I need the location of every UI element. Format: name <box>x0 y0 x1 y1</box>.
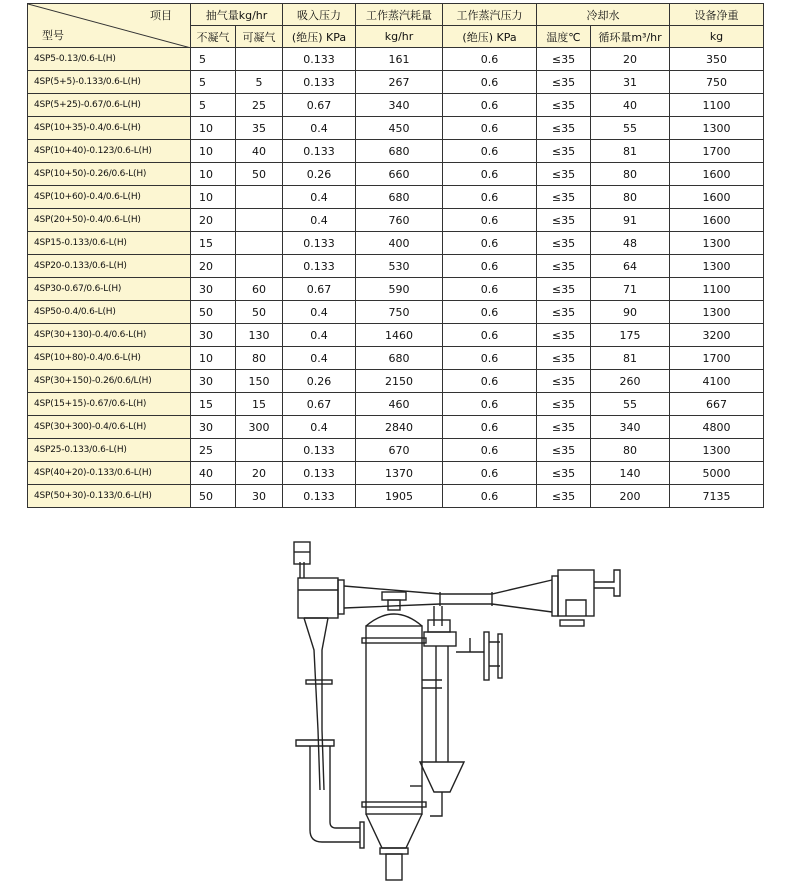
net-weight-cell: 1300 <box>670 255 764 278</box>
cond-cell <box>236 255 283 278</box>
model-cell: 4SP5-0.13/0.6-L(H) <box>28 48 191 71</box>
suction-cell: 0.4 <box>283 347 356 370</box>
table-row <box>28 186 764 209</box>
non-cond-cell: 50 <box>191 485 236 508</box>
cond-cell <box>236 439 283 462</box>
cooling-temp-cell: ≤35 <box>537 278 591 301</box>
steam-pressure-cell: 0.6 <box>443 117 537 140</box>
cooling-temp-cell: ≤35 <box>537 71 591 94</box>
cooling-temp-cell: ≤35 <box>537 462 591 485</box>
model-cell: 4SP(40+20)-0.133/0.6-L(H) <box>28 462 191 485</box>
non-cond-cell: 10 <box>191 117 236 140</box>
table-row <box>28 48 764 71</box>
net-weight-cell: 5000 <box>670 462 764 485</box>
header-steam-consumption: 工作蒸汽耗量 <box>356 4 443 26</box>
header-steam-consumption-unit: kg/hr <box>356 26 443 48</box>
cooling-flow-cell: 40 <box>591 94 670 117</box>
cooling-flow-cell: 80 <box>591 186 670 209</box>
steam-pressure-cell: 0.6 <box>443 140 537 163</box>
suction-cell: 0.26 <box>283 370 356 393</box>
cooling-flow-cell: 80 <box>591 439 670 462</box>
net-weight-cell: 667 <box>670 393 764 416</box>
table-row <box>28 462 764 485</box>
cooling-flow-cell: 81 <box>591 347 670 370</box>
net-weight-cell: 1700 <box>670 140 764 163</box>
table-row <box>28 163 764 186</box>
cond-cell: 60 <box>236 278 283 301</box>
table-header <box>28 4 764 48</box>
cooling-temp-cell: ≤35 <box>537 209 591 232</box>
steam-pressure-cell: 0.6 <box>443 324 537 347</box>
header-steam-pressure-unit: (绝压) KPa <box>443 26 537 48</box>
non-cond-cell: 25 <box>191 439 236 462</box>
model-cell: 4SP(30+150)-0.26/0.6/L(H) <box>28 370 191 393</box>
non-cond-cell: 10 <box>191 163 236 186</box>
steam-pressure-cell: 0.6 <box>443 163 537 186</box>
cooling-temp-cell: ≤35 <box>537 485 591 508</box>
cooling-temp-cell: ≤35 <box>537 301 591 324</box>
steam-consumption-cell: 161 <box>356 48 443 71</box>
cond-cell: 50 <box>236 163 283 186</box>
cond-cell: 300 <box>236 416 283 439</box>
cooling-flow-cell: 55 <box>591 393 670 416</box>
suction-cell: 0.67 <box>283 278 356 301</box>
non-cond-cell: 20 <box>191 255 236 278</box>
table-row <box>28 324 764 347</box>
cond-cell: 15 <box>236 393 283 416</box>
cooling-flow-cell: 80 <box>591 163 670 186</box>
non-cond-cell: 15 <box>191 232 236 255</box>
cooling-temp-cell: ≤35 <box>537 370 591 393</box>
non-cond-cell: 5 <box>191 48 236 71</box>
cooling-temp-cell: ≤35 <box>537 255 591 278</box>
vertical-diffuser <box>296 618 364 848</box>
non-cond-cell: 30 <box>191 324 236 347</box>
steam-pressure-cell: 0.6 <box>443 71 537 94</box>
steam-consumption-cell: 760 <box>356 209 443 232</box>
cooling-temp-cell: ≤35 <box>537 48 591 71</box>
table-row <box>28 209 764 232</box>
net-weight-cell: 1600 <box>670 209 764 232</box>
net-weight-cell: 1300 <box>670 301 764 324</box>
header-suction-unit: (绝压) KPa <box>283 26 356 48</box>
cond-cell: 35 <box>236 117 283 140</box>
header-cooling-temp: 温度℃ <box>537 26 591 48</box>
steam-consumption-cell: 460 <box>356 393 443 416</box>
suction-cell: 0.4 <box>283 117 356 140</box>
net-weight-cell: 4800 <box>670 416 764 439</box>
steam-consumption-cell: 680 <box>356 186 443 209</box>
steam-pressure-cell: 0.6 <box>443 186 537 209</box>
steam-consumption-cell: 2840 <box>356 416 443 439</box>
steam-pressure-cell: 0.6 <box>443 94 537 117</box>
model-cell: 4SP15-0.133/0.6-L(H) <box>28 232 191 255</box>
net-weight-cell: 1600 <box>670 186 764 209</box>
cond-cell <box>236 48 283 71</box>
model-cell: 4SP(50+30)-0.133/0.6-L(H) <box>28 485 191 508</box>
suction-cell: 0.133 <box>283 485 356 508</box>
header-extract-cond: 可凝气 <box>236 26 283 48</box>
cooling-flow-cell: 340 <box>591 416 670 439</box>
secondary-condenser <box>410 606 502 816</box>
vacuum-pump-drawing <box>270 530 630 885</box>
table-row <box>28 301 764 324</box>
suction-cell: 0.4 <box>283 301 356 324</box>
steam-consumption-cell: 1460 <box>356 324 443 347</box>
table-row <box>28 140 764 163</box>
model-cell: 4SP(10+35)-0.4/0.6-L(H) <box>28 117 191 140</box>
steam-pressure-cell: 0.6 <box>443 393 537 416</box>
cooling-temp-cell: ≤35 <box>537 117 591 140</box>
steam-consumption-cell: 340 <box>356 94 443 117</box>
cooling-flow-cell: 55 <box>591 117 670 140</box>
cooling-flow-cell: 64 <box>591 255 670 278</box>
steam-consumption-cell: 680 <box>356 140 443 163</box>
non-cond-cell: 10 <box>191 140 236 163</box>
net-weight-cell: 1300 <box>670 117 764 140</box>
cond-cell <box>236 186 283 209</box>
steam-pressure-cell: 0.6 <box>443 301 537 324</box>
cooling-temp-cell: ≤35 <box>537 94 591 117</box>
header-model-label: 型号 <box>42 29 64 42</box>
non-cond-cell: 10 <box>191 186 236 209</box>
suction-cell: 0.133 <box>283 71 356 94</box>
steam-pressure-cell: 0.6 <box>443 255 537 278</box>
cond-cell: 25 <box>236 94 283 117</box>
steam-pressure-cell: 0.6 <box>443 485 537 508</box>
non-cond-cell: 40 <box>191 462 236 485</box>
table-row <box>28 71 764 94</box>
suction-cell: 0.133 <box>283 255 356 278</box>
cooling-flow-cell: 71 <box>591 278 670 301</box>
non-cond-cell: 5 <box>191 71 236 94</box>
table-row <box>28 485 764 508</box>
net-weight-cell: 1100 <box>670 94 764 117</box>
cooling-temp-cell: ≤35 <box>537 163 591 186</box>
cooling-flow-cell: 140 <box>591 462 670 485</box>
table-row <box>28 347 764 370</box>
steam-consumption-cell: 670 <box>356 439 443 462</box>
steam-pressure-cell: 0.6 <box>443 462 537 485</box>
cooling-flow-cell: 91 <box>591 209 670 232</box>
suction-cell: 0.133 <box>283 439 356 462</box>
cond-cell <box>236 209 283 232</box>
model-cell: 4SP(10+40)-0.123/0.6-L(H) <box>28 140 191 163</box>
steam-consumption-cell: 400 <box>356 232 443 255</box>
net-weight-cell: 750 <box>670 71 764 94</box>
steam-consumption-cell: 1905 <box>356 485 443 508</box>
model-cell: 4SP(20+50)-0.4/0.6-L(H) <box>28 209 191 232</box>
steam-consumption-cell: 1370 <box>356 462 443 485</box>
steam-pressure-cell: 0.6 <box>443 439 537 462</box>
horizontal-ejector <box>294 542 620 626</box>
steam-consumption-cell: 450 <box>356 117 443 140</box>
net-weight-cell: 7135 <box>670 485 764 508</box>
cond-cell: 130 <box>236 324 283 347</box>
non-cond-cell: 30 <box>191 370 236 393</box>
suction-cell: 0.133 <box>283 48 356 71</box>
suction-cell: 0.4 <box>283 186 356 209</box>
cond-cell <box>236 232 283 255</box>
cond-cell: 20 <box>236 462 283 485</box>
model-cell: 4SP50-0.4/0.6-L(H) <box>28 301 191 324</box>
steam-consumption-cell: 680 <box>356 347 443 370</box>
steam-consumption-cell: 2150 <box>356 370 443 393</box>
cooling-flow-cell: 200 <box>591 485 670 508</box>
suction-cell: 0.4 <box>283 416 356 439</box>
model-cell: 4SP(15+15)-0.67/0.6-L(H) <box>28 393 191 416</box>
non-cond-cell: 30 <box>191 416 236 439</box>
steam-pressure-cell: 0.6 <box>443 278 537 301</box>
steam-consumption-cell: 267 <box>356 71 443 94</box>
steam-pressure-cell: 0.6 <box>443 416 537 439</box>
steam-consumption-cell: 660 <box>356 163 443 186</box>
suction-cell: 0.26 <box>283 163 356 186</box>
condenser-tank <box>362 592 442 880</box>
cooling-temp-cell: ≤35 <box>537 347 591 370</box>
model-cell: 4SP(30+300)-0.4/0.6-L(H) <box>28 416 191 439</box>
steam-pressure-cell: 0.6 <box>443 48 537 71</box>
cooling-temp-cell: ≤35 <box>537 416 591 439</box>
net-weight-cell: 1600 <box>670 163 764 186</box>
suction-cell: 0.67 <box>283 393 356 416</box>
table-row <box>28 255 764 278</box>
cond-cell: 80 <box>236 347 283 370</box>
suction-cell: 0.133 <box>283 462 356 485</box>
header-extract-non-cond: 不凝气 <box>191 26 236 48</box>
non-cond-cell: 50 <box>191 301 236 324</box>
steam-pressure-cell: 0.6 <box>443 347 537 370</box>
suction-cell: 0.4 <box>283 324 356 347</box>
model-cell: 4SP30-0.67/0.6-L(H) <box>28 278 191 301</box>
cooling-flow-cell: 31 <box>591 71 670 94</box>
header-corner-cell <box>28 4 191 48</box>
header-cooling-group: 冷却水 <box>537 4 670 26</box>
steam-consumption-cell: 750 <box>356 301 443 324</box>
non-cond-cell: 10 <box>191 347 236 370</box>
non-cond-cell: 30 <box>191 278 236 301</box>
model-cell: 4SP(5+25)-0.67/0.6-L(H) <box>28 94 191 117</box>
table-row <box>28 439 764 462</box>
header-item-label: 项目 <box>150 9 172 22</box>
steam-pressure-cell: 0.6 <box>443 209 537 232</box>
suction-cell: 0.133 <box>283 140 356 163</box>
model-cell: 4SP(30+130)-0.4/0.6-L(H) <box>28 324 191 347</box>
cooling-flow-cell: 90 <box>591 301 670 324</box>
cooling-flow-cell: 81 <box>591 140 670 163</box>
net-weight-cell: 1300 <box>670 232 764 255</box>
model-cell: 4SP(5+5)-0.133/0.6-L(H) <box>28 71 191 94</box>
table-body <box>28 48 764 508</box>
cooling-flow-cell: 48 <box>591 232 670 255</box>
steam-consumption-cell: 590 <box>356 278 443 301</box>
steam-pressure-cell: 0.6 <box>443 232 537 255</box>
net-weight-cell: 1700 <box>670 347 764 370</box>
cooling-temp-cell: ≤35 <box>537 439 591 462</box>
non-cond-cell: 15 <box>191 393 236 416</box>
model-cell: 4SP(10+80)-0.4/0.6-L(H) <box>28 347 191 370</box>
net-weight-cell: 4100 <box>670 370 764 393</box>
net-weight-cell: 350 <box>670 48 764 71</box>
suction-cell: 0.4 <box>283 209 356 232</box>
header-cooling-flow: 循环量m³/hr <box>591 26 670 48</box>
header-extract-group: 抽气量kg/hr <box>191 4 283 26</box>
cond-cell: 5 <box>236 71 283 94</box>
cond-cell: 50 <box>236 301 283 324</box>
model-cell: 4SP(10+50)-0.26/0.6-L(H) <box>28 163 191 186</box>
net-weight-cell: 1100 <box>670 278 764 301</box>
suction-cell: 0.133 <box>283 232 356 255</box>
header-net-weight: 设备净重 <box>670 4 764 26</box>
cond-cell: 40 <box>236 140 283 163</box>
cond-cell: 150 <box>236 370 283 393</box>
model-cell: 4SP25-0.133/0.6-L(H) <box>28 439 191 462</box>
model-cell: 4SP(10+60)-0.4/0.6-L(H) <box>28 186 191 209</box>
header-steam-pressure: 工作蒸汽压力 <box>443 4 537 26</box>
steam-pressure-cell: 0.6 <box>443 370 537 393</box>
cooling-temp-cell: ≤35 <box>537 232 591 255</box>
table-row <box>28 278 764 301</box>
cooling-temp-cell: ≤35 <box>537 186 591 209</box>
cooling-temp-cell: ≤35 <box>537 140 591 163</box>
table-row <box>28 117 764 140</box>
non-cond-cell: 20 <box>191 209 236 232</box>
cooling-temp-cell: ≤35 <box>537 393 591 416</box>
suction-cell: 0.67 <box>283 94 356 117</box>
table-row <box>28 232 764 255</box>
cooling-temp-cell: ≤35 <box>537 324 591 347</box>
cond-cell: 30 <box>236 485 283 508</box>
cooling-flow-cell: 175 <box>591 324 670 347</box>
table-row <box>28 393 764 416</box>
non-cond-cell: 5 <box>191 94 236 117</box>
steam-consumption-cell: 530 <box>356 255 443 278</box>
header-net-weight-unit: kg <box>670 26 764 48</box>
cooling-flow-cell: 260 <box>591 370 670 393</box>
spec-table <box>27 3 764 508</box>
table-row <box>28 416 764 439</box>
cooling-flow-cell: 20 <box>591 48 670 71</box>
net-weight-cell: 1300 <box>670 439 764 462</box>
model-cell: 4SP20-0.133/0.6-L(H) <box>28 255 191 278</box>
table-row <box>28 370 764 393</box>
header-suction-pressure: 吸入压力 <box>283 4 356 26</box>
net-weight-cell: 3200 <box>670 324 764 347</box>
table-row <box>28 94 764 117</box>
